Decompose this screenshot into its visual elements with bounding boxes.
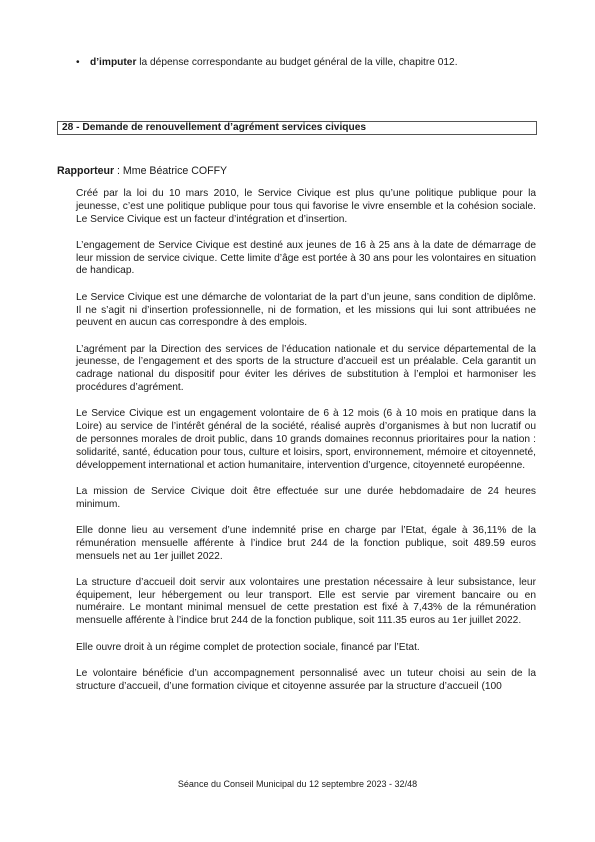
- body-text: [76, 188, 536, 707]
- paragraph: La structure d’accueil doit servir aux volontaires une prestation nécessaire à leur subsistance, leur équipement, leur hébergement ou leur transport. Elle est servie par virement bancaire ou en numéraire. Le montant minimal mensuel de cette prestation est fixé à 7,43% de la rémunération mensuelle afférente à l’indice brut 244 de la fonction publique, soit 111.35 euros au 1er juillet 2022.: [76, 576, 536, 627]
- rapporteur-text: : Mme Béatrice COFFY: [114, 165, 228, 177]
- page-footer: [0, 779, 595, 790]
- paragraph: Créé par la loi du 10 mars 2010, le Service Civique est plus qu’une politique publique pour la jeunesse, c’est une politique publique pour tous qui favorise le vivre ensemble et la cohésion sociale. Le Service Civique est un facteur d’intégration et d’insertion.: [76, 188, 536, 225]
- paragraph: L’engagement de Service Civique est destiné aux jeunes de 16 à 25 ans à la date de démarrage de leur mission de service civique. Cette limite d’âge est portée à 30 ans pour les volontaires en situation de handicap.: [76, 239, 536, 277]
- bullet-item: [76, 56, 458, 69]
- paragraph: Le Service Civique est un engagement volontaire de 6 à 12 mois (6 à 10 mois en pratique dans la Loire) au service de l’intérêt général de la société, réalisé auprès d’organismes à but non lucratif ou de personnes morales de droit public, dans 10 grands domaines reconnus prioritaires pour la nation : solidarité, santé, éducation pour tous, culture et loisirs, sport, environnement, mémoire et citoyenneté, développement international et action humanitaire, intervention d’urgence, citoyenneté européenne.: [76, 408, 536, 471]
- paragraph: La mission de Service Civique doit être effectuée sur une durée hebdomadaire de 24 heures minimum.: [76, 485, 536, 510]
- bullet-symbol: •: [76, 57, 80, 68]
- section-heading: [57, 121, 537, 135]
- rapporteur-line: [57, 165, 227, 178]
- paragraph: L’agrément par la Direction des services de l’éducation nationale et du service départemental de la jeunesse, de l’engagement et des sports de la structure d’accueil est un préalable. Cela garantit un cadrage national du dispositif pour éviter les dérives de substitution à l’emploi et harmoniser les procédures d’agrément.: [76, 343, 536, 394]
- paragraph: Le Service Civique est une démarche de volontariat de la part d’un jeune, sans condition de diplôme. Il ne s’agit ni d’insertion professionnelle, ni de formation, et les missions qui lui sont attribuées ne peuvent en aucun cas correspondre à des emplois.: [76, 291, 536, 329]
- footer-text: Séance du Conseil Municipal du 12 septembre 2023 - 32/48: [177, 779, 418, 789]
- rapporteur-label: Rapporteur: [57, 165, 115, 177]
- paragraph: Elle donne lieu au versement d’une indemnité prise en charge par l’Etat, égale à 36,11% de la rémunération mensuelle afférente à l’indice brut 244 de la fonction publique, soit 489.59 euros mensuels net au 1er juillet 2022.: [76, 524, 536, 562]
- paragraph: Elle ouvre droit à un régime complet de protection sociale, financé par l’Etat.: [76, 641, 420, 653]
- bullet-bold-text: d’imputer: [90, 57, 137, 68]
- paragraph: Le volontaire bénéficie d’un accompagnement personnalisé avec un tuteur choisi au sein de la structure d’accueil, d’une formation civique et citoyenne assurée par la structure d’accueil (100: [76, 667, 536, 692]
- bullet-text: la dépense correspondante au budget général de la ville, chapitre 012.: [136, 57, 458, 68]
- section-title: 28 - Demande de renouvellement d’agrément services civiques: [62, 122, 367, 133]
